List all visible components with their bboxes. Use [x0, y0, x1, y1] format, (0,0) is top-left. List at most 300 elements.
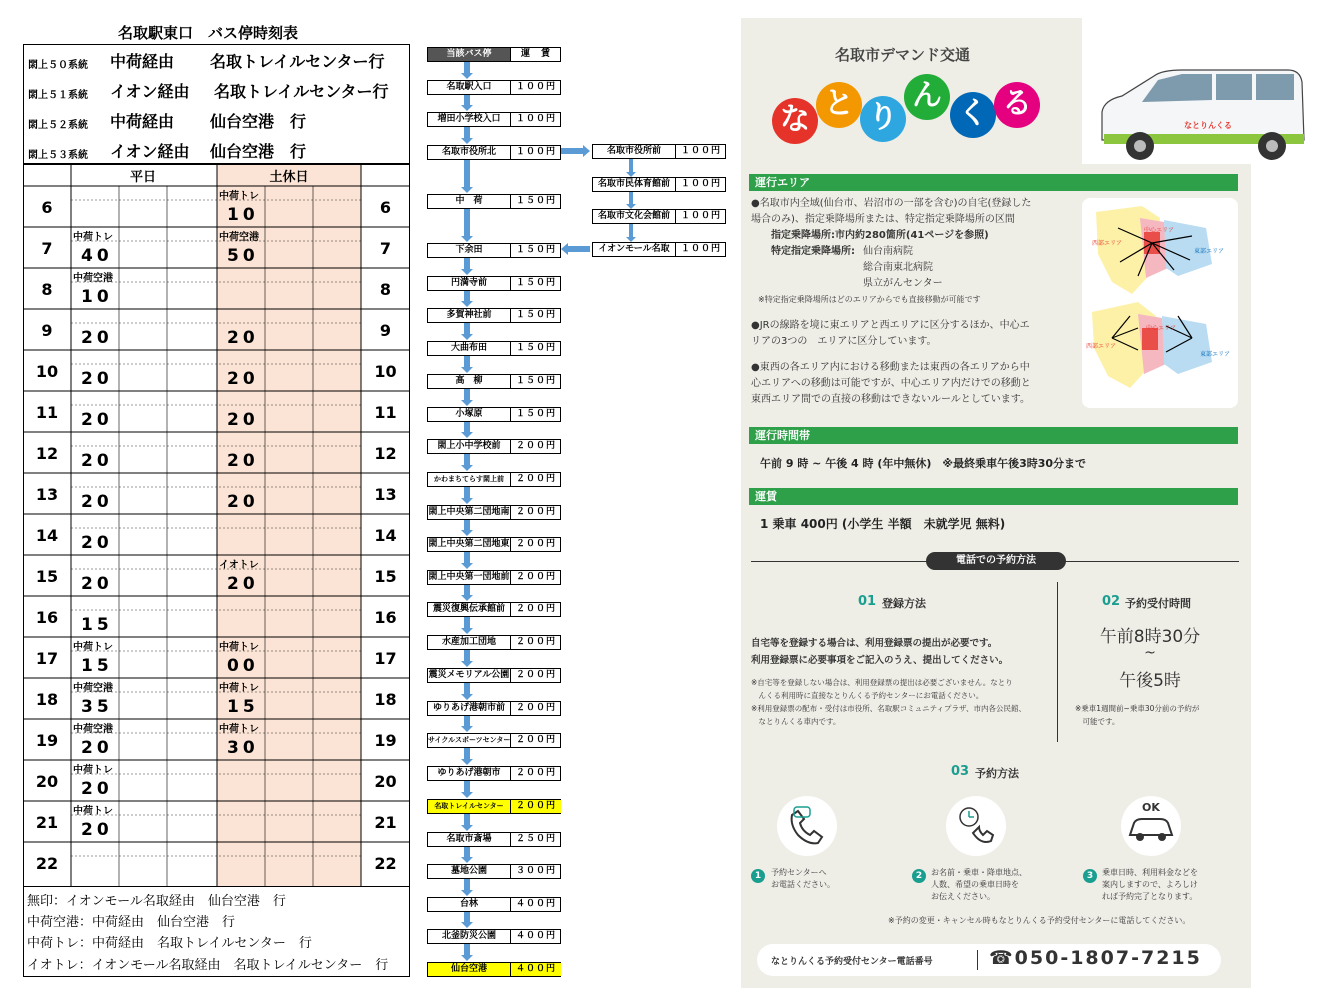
text-line: ●JRの線路を境に東エリアと西エリアに区分するほか、中心エ — [751, 320, 1030, 331]
stop-fare: ２００円 — [515, 539, 556, 549]
text-line: ※乗車1週間前~乗車30分前の予約が — [1075, 704, 1200, 713]
branch-arrow-shaft — [629, 159, 633, 173]
route-arrow-head — [461, 825, 473, 831]
fare-stop — [427, 537, 561, 552]
holiday-route-note: イオトレ — [219, 560, 259, 571]
ok-label: OK — [1142, 801, 1160, 814]
fare-stop — [427, 668, 561, 683]
stop-name: かわまちてらす閖上前 — [428, 473, 511, 486]
stop-name: 台林 — [428, 898, 511, 911]
hour-label: 12 — [35, 444, 59, 463]
fare-stop — [427, 799, 561, 814]
phone-clock-icon — [945, 795, 1007, 857]
route-arrow-head — [461, 367, 473, 373]
fare-stop — [427, 472, 561, 487]
fare-stop — [427, 80, 561, 95]
fare-stop — [427, 766, 561, 781]
holiday-route-note: 中荷トレ — [219, 191, 259, 202]
hour-label: 12 — [374, 444, 397, 463]
stop-fare: １００円 — [680, 146, 721, 156]
logo-char: な — [772, 98, 818, 144]
holiday-minute: 00 — [227, 656, 259, 676]
hour-label: 6 — [41, 198, 53, 217]
route-arrow-shaft — [464, 879, 470, 891]
weekday-route-note: 中荷空港 — [73, 683, 113, 694]
branch-arrow-shaft — [629, 224, 633, 238]
accept-from: 午前8時30分 — [1099, 627, 1201, 647]
special-stop: 仙台南病院 — [863, 246, 913, 257]
holiday-minute: 20 — [227, 369, 259, 389]
weekday-route-note: 中荷空港 — [73, 273, 113, 284]
phone-bar — [757, 944, 1221, 976]
fare-stop — [427, 929, 561, 944]
accept-tilde: ~ — [1144, 645, 1156, 661]
weekday-minute: 20 — [81, 820, 113, 840]
logo-char: ん — [904, 74, 950, 120]
hour-label: 16 — [374, 608, 397, 627]
hour-label: 21 — [374, 813, 397, 832]
stop-fare: １５０円 — [515, 245, 556, 255]
hour-label: 8 — [41, 280, 53, 299]
weekday-minute: 20 — [81, 492, 113, 512]
stop-fare: ２００円 — [515, 670, 556, 680]
route-arrow-shaft — [464, 748, 470, 760]
route-list — [23, 44, 410, 164]
route-arrow-shaft — [464, 683, 470, 695]
stop-name: 名取駅入口 — [428, 81, 511, 94]
phone-number[interactable]: ☎050-1807-7215 — [989, 947, 1202, 969]
stop-name: 高 柳 — [428, 375, 511, 388]
holiday-minute: 20 — [227, 328, 259, 348]
fare-stop — [427, 570, 561, 585]
map-label-east: 東部エリア — [1200, 351, 1231, 358]
route-arrow-head — [461, 530, 473, 536]
step-badge: 3 — [1083, 869, 1097, 883]
step-text — [931, 867, 1027, 903]
hour-label: 17 — [374, 649, 397, 668]
map-label-west: 西部エリア — [1086, 343, 1117, 350]
text-line: ※自宅等を登録しない場合は、利用登録票の提出は必要ございません。なとり — [751, 678, 1013, 687]
area-paragraph-1 — [751, 196, 1031, 228]
branch-fare-stop — [592, 242, 726, 257]
hour-label: 20 — [35, 772, 59, 791]
stop-fare: １５０円 — [515, 409, 556, 419]
hour-label: 13 — [35, 485, 59, 504]
stop-name: 名取市文化会館前 — [593, 210, 676, 223]
route-via: 中荷経由 — [110, 112, 175, 131]
route-52 — [24, 105, 409, 135]
special-stop: 県立がんセンター — [863, 278, 943, 289]
legend-item: 中荷トレ：中荷経由 名取トレイルセンター 行 — [27, 936, 312, 951]
route-arrow-head — [461, 236, 473, 242]
branch-fare-stop — [592, 209, 726, 224]
stop-name: 墓地公園 — [428, 865, 511, 878]
fare-stop — [427, 439, 561, 454]
route-arrow-head — [461, 334, 473, 340]
stop-name: ゆりあげ港朝市 — [428, 767, 511, 780]
route-arrow-shaft — [464, 716, 470, 727]
holiday-minute: 20 — [227, 410, 259, 430]
stop-fare: ２００円 — [511, 800, 561, 813]
hours-text: 午前 9 時 ~ 午後 4 時 (年中無休) ※最終乗車午後3時30分まで — [760, 457, 1087, 470]
holiday-minute: 20 — [227, 492, 259, 512]
stop-fare: 運 賃 — [520, 49, 551, 59]
text-line: 可能です。 — [1075, 717, 1120, 726]
fare-stop — [427, 864, 561, 879]
stop-name: 多賀神社前 — [428, 309, 511, 322]
holiday-minute: 50 — [227, 246, 259, 266]
stop-name: 大曲布田 — [428, 342, 511, 355]
fare-stop — [427, 635, 561, 650]
weekday-minute: 20 — [81, 451, 113, 471]
stop-fare: ３００円 — [515, 866, 556, 876]
text-line: 場合のみ)、指定乗降場所または、特定指定乗降場所の区間 — [751, 214, 1015, 225]
stop-name: 当該バス停 — [428, 48, 511, 61]
stop-fare: ２００円 — [515, 735, 556, 745]
hour-label: 22 — [374, 854, 397, 873]
holiday-route-note: 中荷トレ — [219, 683, 259, 694]
route-arrow-shaft — [464, 323, 470, 335]
route-arrow-head — [461, 105, 473, 111]
fare-stop — [427, 243, 561, 258]
stop-fare: ２００円 — [515, 604, 556, 614]
route-code: 閖上５３系統 — [28, 150, 88, 161]
text-line: お名前・乗車・降車地点、 — [931, 868, 1027, 877]
natorinkuru-logo — [772, 74, 1042, 154]
fare-stop — [427, 602, 561, 617]
stop-fare: １００円 — [680, 179, 721, 189]
van-illustration — [1092, 62, 1312, 164]
step-number-03: 03 — [951, 764, 970, 779]
route-arrow-shaft — [464, 62, 470, 74]
stop-fare: １５０円 — [515, 196, 556, 206]
timetable-title: 名取駅東口 バス停時刻表 — [118, 24, 299, 42]
weekday-minute: 40 — [81, 246, 113, 266]
step-badge: 2 — [912, 869, 926, 883]
weekday-minute: 10 — [81, 287, 113, 307]
weekday-minute: 20 — [81, 369, 113, 389]
route-via: イオン経由 — [110, 82, 190, 101]
route-arrow-shaft — [464, 847, 470, 858]
fare-stop — [427, 962, 561, 977]
fare-stop — [427, 374, 561, 389]
legend-item: 中荷空港：中荷経由 仙台空港 行 — [27, 915, 236, 930]
stop-name: 北釜防災公園 — [428, 930, 511, 943]
area-paragraph-3 — [751, 360, 1031, 408]
fare-stop — [427, 341, 561, 356]
route-arrow-head — [461, 73, 473, 79]
text-line: 人数、希望の乗車日時を — [931, 880, 1019, 889]
route-arrow-head — [461, 269, 473, 275]
text-line: 予約センターへ — [771, 868, 827, 877]
stop-name: 小塚原 — [428, 408, 511, 421]
step-badge: 1 — [751, 869, 765, 883]
special-stop: 総合南東北病院 — [863, 262, 933, 273]
hour-label: 18 — [374, 690, 397, 709]
stop-name: 震災復興伝承館前 — [428, 603, 511, 616]
text-line: んくる利用時に直接なとりんくる予約センターにお電話ください。 — [751, 691, 984, 700]
route-arrow-head — [461, 563, 473, 569]
hour-label: 8 — [379, 280, 392, 299]
stop-name: 名取市斎場 — [428, 833, 511, 846]
stop-fare: ２００円 — [515, 572, 556, 582]
hour-label: 9 — [41, 321, 53, 340]
route-arrow-head — [461, 595, 473, 601]
holiday-column-bg — [217, 164, 361, 887]
route-arrow-shaft — [464, 454, 470, 466]
fare-heading: 運賃 — [749, 488, 1238, 505]
weekday-route-note: 中荷トレ — [73, 806, 113, 817]
route-arrow-shaft — [464, 487, 470, 499]
stop-name: 下余田 — [428, 244, 511, 257]
stop-name: 閖上中央第一団地前 — [428, 572, 510, 582]
holiday-minute: 20 — [227, 451, 259, 471]
route-via: 中荷経由 — [110, 52, 175, 71]
branch-in-arrow-head — [561, 243, 568, 255]
special-stops-label: 特定指定乗降場所: — [771, 246, 855, 257]
area-heading: 運行エリア — [749, 174, 1238, 191]
route-51 — [24, 75, 409, 105]
fare-stop — [427, 308, 561, 323]
registration-text — [751, 635, 1008, 669]
text-line: 乗車日時、利用料金などを — [1102, 868, 1198, 877]
hour-label: 18 — [35, 690, 59, 709]
route-arrow-shaft — [464, 912, 470, 923]
weekday-minute: 15 — [81, 656, 113, 676]
branch-in-arrow — [567, 246, 590, 252]
hour-label: 11 — [35, 403, 59, 422]
text-line: ※利用登録票の配布・受付は市役所、名取駅コミュニティプラザ、市内各公民館、 — [751, 704, 1027, 713]
branch-fare-stop — [592, 177, 726, 192]
logo-char: り — [860, 96, 906, 142]
hour-label: 6 — [379, 198, 392, 217]
route-destination: 名取トレイルセンター行 — [214, 82, 389, 101]
route-53 — [24, 135, 409, 165]
branch-out-arrow — [561, 148, 584, 154]
stop-name: サイクルスポーツセンター — [428, 734, 511, 747]
route-code: 閖上５２系統 — [28, 120, 88, 131]
fare-text: 1 乗車 400円 (小学生 半額 未就学児 無料) — [760, 517, 1006, 531]
legend-item: 無印：イオンモール名取経由 仙台空港 行 — [27, 894, 286, 909]
step-number-01: 01 — [858, 594, 877, 609]
stop-fare: ４００円 — [515, 931, 556, 941]
weekday-route-note: 中荷トレ — [73, 232, 113, 243]
stop-name: 閖上中央第二団地東 — [428, 539, 510, 549]
weekday-minute: 20 — [81, 328, 113, 348]
stop-fare: １５０円 — [515, 310, 556, 320]
text-line: れば予約完了となります。 — [1102, 892, 1198, 901]
weekday-route-note: 中荷空港 — [73, 724, 113, 735]
branch-out-arrow-head — [583, 145, 590, 157]
stop-fare: ２００円 — [515, 703, 556, 713]
hours-heading: 運行時間帯 — [749, 427, 1238, 444]
hour-label: 15 — [374, 567, 397, 586]
hour-label: 21 — [35, 813, 59, 832]
weekday-minute: 20 — [81, 779, 113, 799]
stop-name: 名取市役所前 — [593, 145, 676, 158]
hour-label: 10 — [374, 362, 397, 381]
hour-label: 7 — [41, 239, 53, 258]
stop-name: 仙台空港 — [428, 963, 511, 976]
text-line: 利用登録票に必要事項をご記入のうえ、提出してください。 — [751, 655, 1009, 666]
stop-name: イオンモール名取 — [593, 243, 676, 256]
map-label-center: 中心エリア — [1144, 227, 1175, 234]
stop-fare: １００円 — [680, 244, 721, 254]
hour-label: 20 — [374, 772, 397, 791]
route-arrow-shaft — [464, 95, 470, 106]
registration-title: 登録方法 — [882, 597, 926, 610]
hour-label: 15 — [35, 567, 59, 586]
fare-header — [427, 47, 561, 62]
route-destination: 名取トレイルセンター行 — [210, 52, 385, 71]
route-arrow-shaft — [464, 258, 470, 270]
route-arrow-shaft — [464, 422, 470, 433]
divider — [1057, 582, 1058, 742]
area-maps — [1082, 198, 1238, 408]
stop-name: 閖上中央第二団地南 — [428, 507, 510, 517]
stop-fare: １５０円 — [515, 343, 556, 353]
fare-stop — [427, 733, 561, 748]
accept-note — [1075, 702, 1199, 728]
weekday-minute: 20 — [81, 738, 113, 758]
phone-label: なとりんくる予約受付センター電話番号 — [771, 957, 933, 967]
legend-item: イオトレ：イオンモール名取経由 名取トレイルセンター 行 — [27, 958, 389, 973]
route-arrow-shaft — [464, 781, 470, 793]
stop-fare: １５０円 — [515, 278, 556, 288]
stop-name: 名取市民体育館前 — [593, 178, 676, 191]
route-arrow-shaft — [464, 617, 470, 629]
route-arrow-head — [461, 498, 473, 504]
divider — [977, 950, 978, 970]
route-arrow-head — [461, 857, 473, 863]
step-text — [1102, 867, 1198, 903]
stop-name: 閖上小中学校前 — [428, 440, 511, 453]
stop-fare: ４００円 — [515, 899, 556, 909]
weekday-minute: 20 — [81, 410, 113, 430]
route-arrow-head — [461, 465, 473, 471]
route-arrow-head — [461, 726, 473, 732]
weekday-route-note: 中荷トレ — [73, 765, 113, 776]
route-arrow-shaft — [464, 650, 470, 662]
route-arrow-head — [461, 661, 473, 667]
stop-name: 震災メモリアル公園 — [428, 670, 510, 680]
how-to-title: 予約方法 — [975, 767, 1019, 780]
route-arrow-shaft — [464, 389, 470, 401]
stop-name: 水産加工団地 — [428, 636, 511, 649]
route-arrow-head — [461, 955, 473, 961]
stop-fare: ２５０円 — [515, 834, 556, 844]
stop-fare: １００円 — [680, 211, 721, 221]
hour-label: 22 — [35, 854, 59, 873]
holiday-minute: 30 — [227, 738, 259, 758]
holiday-route-note: 中荷トレ — [219, 724, 259, 735]
fare-stop — [427, 407, 561, 422]
route-arrow-shaft — [464, 520, 470, 531]
stop-name: ゆりあげ港朝市前 — [428, 702, 511, 715]
stop-name: 名取市役所北 — [428, 146, 511, 159]
hour-label: 14 — [374, 526, 397, 545]
hour-label: 11 — [374, 403, 397, 422]
fare-stop — [427, 112, 561, 127]
fare-stop — [427, 832, 561, 847]
route-arrow-shaft — [464, 291, 470, 302]
map-label-center: 中心エリア — [1146, 325, 1177, 332]
text-line: 自宅等を登録する場合は、利用登録票の提出が必要です。 — [751, 638, 998, 649]
stop-name: 中 荷 — [428, 195, 511, 208]
text-line: リアの3つの エリアに区分しています。 — [751, 336, 937, 347]
route-arrow-shaft — [464, 552, 470, 564]
stop-fare: １００円 — [515, 147, 556, 157]
route-arrow-shaft — [464, 356, 470, 368]
stop-name: 名取トレイルセンター — [428, 800, 511, 813]
designated-stops: 指定乗降場所:市内約280箇所(41ページを参照) — [771, 230, 989, 241]
map-label-west: 西部エリア — [1092, 240, 1123, 247]
stop-fare: １００円 — [515, 114, 556, 124]
hour-label: 13 — [374, 485, 397, 504]
hour-label: 19 — [374, 731, 397, 750]
fare-stop — [427, 897, 561, 912]
logo-char: る — [994, 82, 1040, 128]
text-line: お伝えください。 — [931, 892, 995, 901]
phone-icon — [776, 795, 838, 857]
header-weekday: 平日 — [129, 170, 156, 185]
special-stops-note: ※特定指定乗降場所はどのエリアからでも直接移動が可能です — [758, 295, 981, 304]
timetable-grid — [23, 164, 410, 887]
holiday-route-note: 中荷トレ — [219, 642, 259, 653]
step-text — [771, 867, 835, 891]
registration-notes — [751, 676, 1026, 728]
stop-name: 増田小学校入口 — [428, 113, 511, 126]
text-line: お電話ください。 — [771, 880, 835, 889]
hour-label: 17 — [35, 649, 59, 668]
stop-fare: ４００円 — [511, 963, 561, 976]
stop-fare: ２００円 — [515, 474, 556, 484]
logo-char: く — [950, 92, 996, 138]
stop-fare: ２００円 — [515, 768, 556, 778]
text-line: なとりんくる車内です。 — [751, 717, 841, 726]
holiday-route-note: 中荷空港 — [219, 232, 259, 243]
area-paragraph-2 — [751, 318, 1030, 350]
weekday-minute: 15 — [81, 615, 113, 635]
fare-stop — [427, 701, 561, 716]
step-number-02: 02 — [1102, 594, 1121, 609]
route-destination: 仙台空港 行 — [210, 112, 307, 131]
logo-char: と — [816, 82, 862, 128]
hour-label: 7 — [379, 239, 392, 258]
fare-stop — [427, 145, 561, 160]
flyer-subtitle: 名取市デマンド交通 — [835, 46, 971, 64]
weekday-minute: 20 — [81, 533, 113, 553]
hour-label: 10 — [35, 362, 59, 381]
route-arrow-shaft — [464, 209, 470, 237]
car-ok-icon — [1120, 795, 1182, 857]
route-code: 閖上５１系統 — [28, 90, 88, 101]
holiday-minute: 15 — [227, 697, 259, 717]
stop-fare: １００円 — [515, 82, 556, 92]
text-line: ●東西の各エリア内における移動または東西の各エリアから中 — [751, 362, 1030, 373]
route-arrow-head — [461, 890, 473, 896]
text-line: 案内しますので、よろしけ — [1102, 880, 1198, 889]
reservation-heading: 電話での予約方法 — [926, 552, 1066, 570]
route-arrow-head — [461, 187, 473, 193]
accept-to: 午後5時 — [1119, 671, 1181, 691]
header-holiday: 土休日 — [269, 170, 309, 185]
route-arrow-shaft — [464, 127, 470, 139]
route-code: 閖上５０系統 — [28, 60, 88, 71]
branch-fare-stop — [592, 144, 726, 159]
route-arrow-head — [461, 792, 473, 798]
stop-name: 円満寺前 — [428, 277, 511, 290]
